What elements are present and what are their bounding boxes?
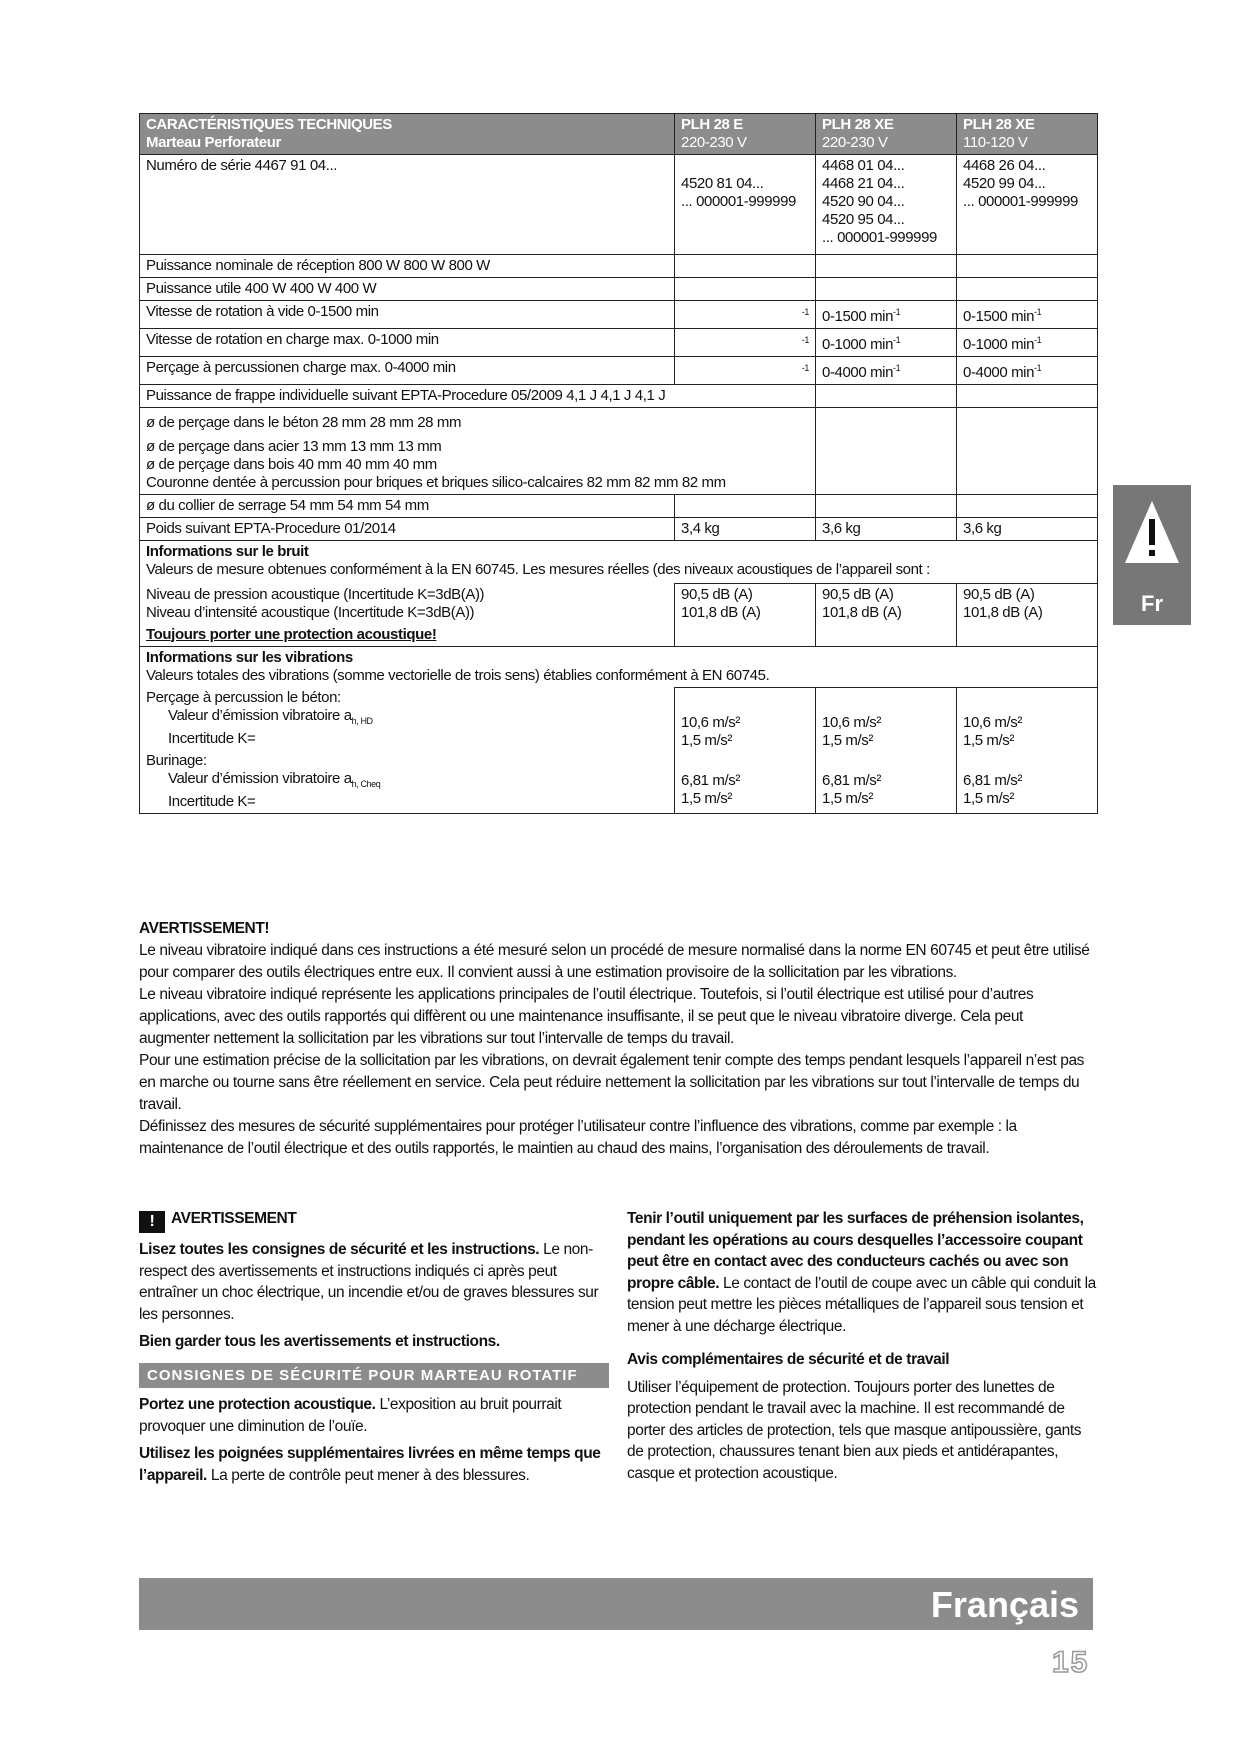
crown: Couronne dentée à percussion pour briques et briques silico-calcaires 82 mm 82 mm 82 mm [146, 474, 726, 491]
speed-idle-c3: 0-1500 min [963, 308, 1035, 325]
header-subtitle: Marteau Perforateur [146, 134, 281, 151]
steel: ø de perçage dans acier 13 mm 13 mm 13 mm [146, 438, 442, 455]
table-row [140, 518, 1098, 541]
wood: ø de perçage dans bois 40 mm 40 mm 40 mm [146, 456, 437, 473]
warning-p4: Définissez des mesures de sécurité supplémentaires pour protéger l’utilisateur contre l’influence des vibrations, comme par exemple : la maintenance de l’outil électrique et des outils rapportés, le maintien au chaud des mains, l’organisation des déroulements de travail. [139, 1118, 1017, 1157]
impact: Puissance de frappe individuelle suivant EPTA-Procedure 05/2009 4,1 J 4,1 J 4,1 J [140, 385, 816, 408]
noise-desc: Valeurs de mesure obtenues conformément à la EN 60745. Les mesures réelles (des niveaux acoustiques de l’appareil sont : [146, 561, 930, 578]
collar: ø du collier de serrage 54 mm 54 mm 54 mm [140, 495, 675, 518]
vibration-desc: Valeurs totales des vibrations (somme vectorielle de trois sens) établies conformément à EN 60745. [146, 666, 770, 684]
unit-sup: -1 [801, 307, 809, 317]
vibration-title: Informations sur les vibrations [146, 648, 353, 666]
weight-c3: 3,6 kg [957, 518, 1098, 541]
hold-bold: Tenir l’outil uniquement par les surfaces de préhension isolantes, pendant les opérations au cours desquelles l’accessoire coupant peut être en contact avec des conducteurs cachés ou avec son propre câble. [627, 1210, 1084, 1292]
model-voltage: 220-230 V [681, 134, 747, 151]
warning-p2: Le niveau vibratoire indiqué représente les applications principales de l’outil électrique. Toutefois, si l’outil électrique est utilisé pour d’autres applications, avec des outils rapportés qui diffèrent ou une maintenance insuffisante, il se peut que le niveau vibratoire diverge. Cela peut augmenter nettement la sollicitation par les vibrations sur tout l’intervalle de temps du travail. [139, 986, 1034, 1047]
percussion-c3: 0-4000 min [963, 364, 1035, 381]
table-row: Niveau de pression acoustique (Incertitude K=3dB(A)) Niveau d’intensité acoustique (Incertitude K=3dB(A)) Toujours porter une protection acoustique! 90,5 dB (A) 101,8 dB (A) 90,5 dB (A) 101,8 dB (A) 90,5 dB (A) 101,8 dB (A) [140, 584, 1098, 647]
table-row: Vitesse de rotation à vide 0-1500 min $^{-1}$ 0-1500 $\min^{-1}$ 0-1500 $\min^{-1}$ [140, 301, 1098, 329]
vib-chisel: Burinage: [146, 752, 207, 769]
language-tab-label: Fr [1141, 591, 1163, 616]
right-column: Tenir l’outil uniquement par les surfaces de préhension isolantes, pendant les opérations au cours desquelles l’accessoire coupant peut être en contact avec des conducteurs cachés ou avec son propre câble. Le contact de l’outil de coupe avec un câble qui conduit la tension peut mettre les pièces métalliques de l’appareil sous tension et mener à une décharge électrique. Avis complémentaires de sécurité et de travail Utiliser l’équipement de protection. Toujours porter des lunettes de protection pendant le travail avec la machine. Il est recommandé de porter des articles de protection, tels que masque antipoussière, gants de protection, chaussures tenant bien aux pieds et antidérapantes, casque et protection acoustique. [627, 1208, 1097, 1490]
noise-protect: Toujours porter une protection acoustique! [146, 625, 437, 643]
language-tab [1113, 485, 1191, 625]
serial-label: Numéro de série 4467 91 04... [140, 155, 675, 255]
percussion-c2: 0-4000 min [822, 364, 894, 381]
power-in: Puissance nominale de réception 800 W 800 W 800 W [140, 255, 675, 278]
warning-triangle-icon [1123, 497, 1181, 567]
vib-drill: Perçage à percussion le béton: [146, 689, 341, 706]
power-out: Puissance utile 400 W 400 W 400 W [140, 278, 675, 301]
percussion: Perçage à percussionen charge max. 0-4000 min [140, 357, 675, 385]
table-row: Perçage à percussionen charge max. 0-4000 min $^{-1}$ 0-4000 $\min^{-1}$ 0-4000 $\min^{-1}$ [140, 357, 1098, 385]
speed-load-c3: 0-1000 min [963, 336, 1035, 353]
serial-c2: 4468 01 04... 4468 21 04... 4520 90 04... 4520 95 04... ... 000001-999999 [816, 155, 957, 255]
table-row: Vitesse de rotation en charge max. 0-1000 min $^{-1}$ 0-1000 $\min^{-1}$ 0-1000 $\min^{-1}$ [140, 329, 1098, 357]
specs-table [139, 113, 1098, 814]
model-name: PLH 28 XE [822, 116, 894, 133]
extra-title: Avis complémentaires de sécurité et de travail [627, 1351, 950, 1368]
warn-heading: AVERTISSEMENT [171, 1210, 297, 1227]
model-voltage: 220-230 V [822, 134, 888, 151]
section-band: CONSIGNES DE SÉCURITÉ POUR MARTEAU ROTATIF [139, 1363, 609, 1389]
footer-band [139, 1578, 1093, 1630]
concrete: ø de perçage dans le béton 28 mm 28 mm 28 mm [146, 414, 462, 431]
table-row [140, 495, 1098, 518]
vib-emission: Valeur d’émission vibratoire a [168, 707, 352, 724]
weight-c1: 3,4 kg [675, 518, 816, 541]
speed-idle-c2: 0-1500 min [822, 308, 894, 325]
warning-icon: ! [139, 1211, 165, 1233]
warning-title: AVERTISSEMENT! [139, 920, 270, 937]
table-row [140, 408, 1098, 495]
model-name: PLH 28 XE [963, 116, 1035, 133]
keep-instructions: Bien garder tous les avertissements et instructions. [139, 1333, 500, 1350]
table-row [140, 278, 1098, 301]
header-title: CARACTÉRISTIQUES TECHNIQUES [146, 116, 392, 133]
serial-c3: 4468 26 04... 4520 99 04... ... 000001-999999 [957, 155, 1098, 255]
noise-title: Informations sur le bruit [146, 543, 309, 560]
warning-p3: Pour une estimation précise de la sollicitation par les vibrations, on devrait également tenir compte des temps pendant lesquels l’appareil n’est pas en marche ou tourne sans être réellement en service. Cela peut réduire nettement la sollicitation par les vibrations sur tout l’intervalle de temps du travail. [139, 1052, 1085, 1113]
table-header [140, 114, 1098, 155]
vibration-warning [139, 918, 1097, 1160]
speed-idle: Vitesse de rotation à vide 0-1500 min [140, 301, 675, 329]
noise-intensity: Niveau d’intensité acoustique (Incertitude K=3dB(A)) [146, 603, 475, 621]
model-name: PLH 28 E [681, 116, 743, 133]
weight-c2: 3,6 kg [816, 518, 957, 541]
noise-section [140, 541, 1098, 584]
warning-p1: Le niveau vibratoire indiqué dans ces instructions a été mesuré selon un procédé de mesure normalisé dans la norme EN 60745 et peut être utilisé pour comparer des outils électriques entre eux. Il convient aussi à une estimation provisoire de la sollicitation par les vibrations. [139, 942, 1090, 981]
vibration-section [140, 646, 1098, 687]
model-voltage: 110-120 V [963, 134, 1028, 151]
weight: Poids suivant EPTA-Procedure 01/2014 [140, 518, 675, 541]
table-row: Perçage à percussion le béton: Valeur d’émission vibratoire $a_{h, HD}$ Incertitude K= Burinage: Valeur d’émission vibratoire $a_{h, Cheq}$ Incertitude K= 10,6 m/s² 1,5 m/s² 6,81 m/s² 1,5 m/s² 10,6 m/s² 1,5 m/s² 6,81 m/s² 1,5 m/s² 10,6 m/s² 1,5 m/s² 6,81 m/s² 1,5 m/s² [140, 687, 1098, 814]
speed-load: Vitesse de rotation en charge max. 0-1000 min [140, 329, 675, 357]
noise-pressure: Niveau de pression acoustique (Incertitude K=3dB(A)) [146, 585, 485, 603]
table-row [140, 155, 1098, 255]
left-column: ! AVERTISSEMENT Lisez toutes les consignes de sécurité et les instructions. Le non-respect des avertissements et instructions indiqués ci après peut entraîner un choc électrique, un incendie et/ou de graves blessures sur les personnes. Bien garder tous les avertissements et instructions. CONSIGNES DE SÉCURITÉ POUR MARTEAU ROTATIF Portez une protection acoustique. L’exposition au bruit pourrait provoquer une diminution de l’ouïe. Utilisez les poignées supplémentaires livrées en même temps que l’appareil. La perte de contrôle peut mener à des blessures. [139, 1208, 609, 1492]
footer-language: Français [930, 1584, 1079, 1625]
extra-text: Utiliser l’équipement de protection. Toujours porter des lunettes de protection pendant le travail avec la machine. Il est recommandé de porter des articles de protection, tels que masque antipoussière, gants de protection, chaussures tenant bien aux pieds et antidérapantes, casque et protection acoustique. [627, 1378, 1082, 1482]
vib-uncertainty: Incertitude K= [168, 730, 256, 747]
table-row [140, 385, 1098, 408]
read-bold: Lisez toutes les consignes de sécurité et les instructions. [139, 1241, 540, 1258]
speed-load-c2: 0-1000 min [822, 336, 894, 353]
table-row [140, 255, 1098, 278]
serial-c1: 4520 81 04... ... 000001-999999 [675, 155, 816, 255]
page-number: 15 [1052, 1646, 1090, 1679]
